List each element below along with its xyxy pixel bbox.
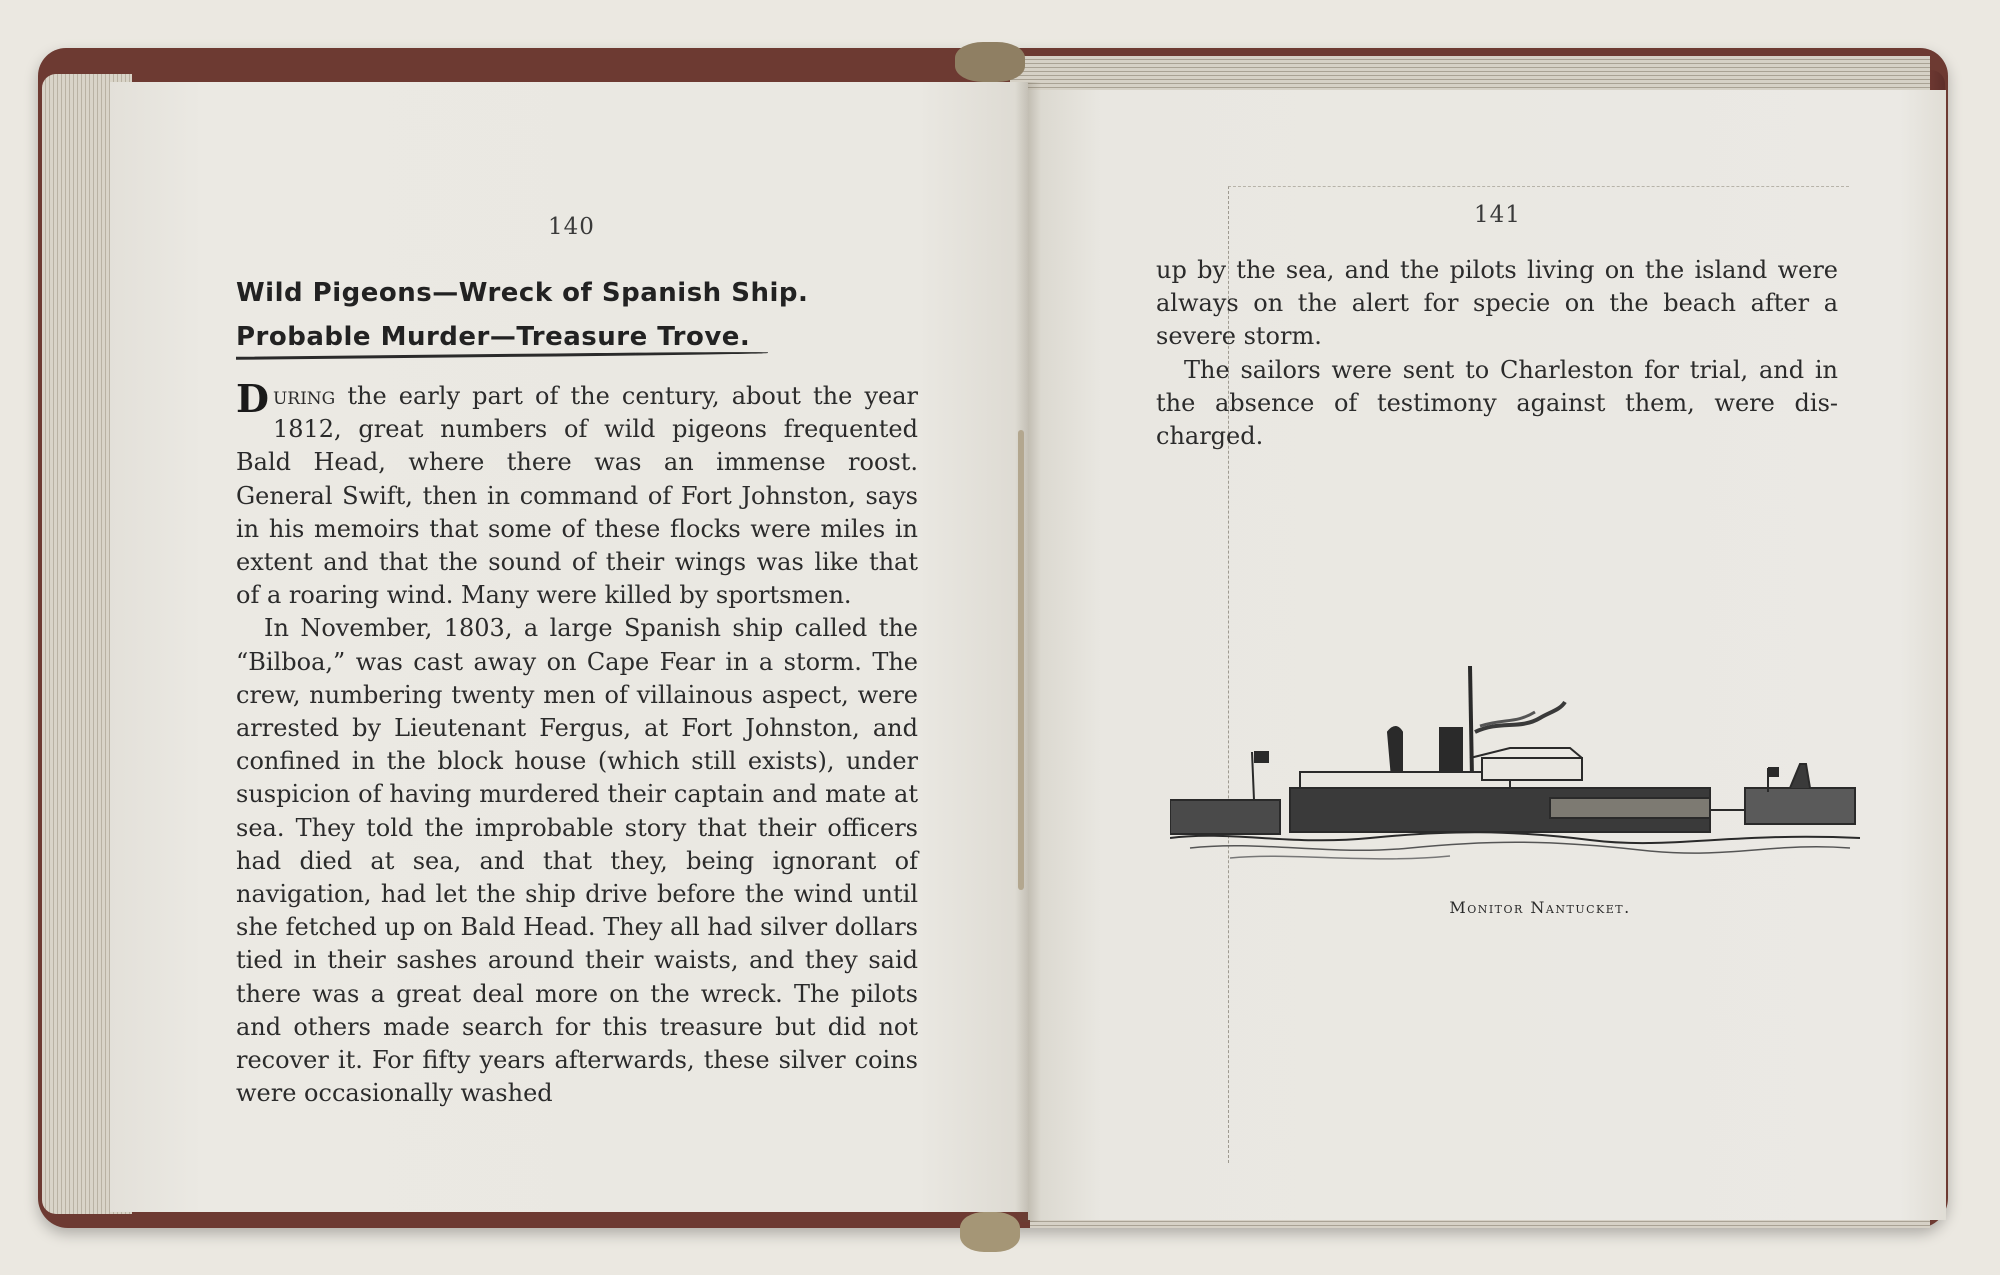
ship-illustration — [1170, 660, 1870, 870]
paragraph-text: the early part of the century, about the year 1812, great numbers of wild pigeons frequented Bald Head, where there was an immense roost. General Swift, then in command of Fort Johnston, says in his memoirs that some of these flocks were miles in extent and that the sound of their wings was like that of a roaring wind. Many were killed by sportsmen. — [236, 382, 918, 610]
paragraph-washed-up: up by the sea, and the pilots living on the island were always on the alert for specie on the beach after a severe storm. — [1156, 256, 1838, 351]
page-number-right: 141 — [1474, 202, 1521, 228]
spine-headband-bottom — [960, 1212, 1020, 1252]
chapter-heading-line2: Probable Murder—Treasure Trove. — [236, 322, 751, 352]
monitor-ship-icon — [1170, 666, 1860, 859]
chapter-heading-line1: Wild Pigeons—Wreck of Spanish Ship. — [236, 278, 809, 308]
paragraph-sailors: The sailors were sent to Charleston for trial, and in the absence of testimony against them, were discharged. — [1156, 355, 1838, 451]
right-page-body — [1156, 254, 1838, 453]
paragraph-spanish-ship: In November, 1803, a large Spanish ship called the “Bilboa,” was cast away on Cape Fear in a storm. The crew, numbering twenty men of villainous aspect, were arrested by Lieutenant Fergus, at Fort Johnston, and confined in the block house (which still exists), under suspicion of having murdered their captain and mate at sea. They told the improbable story that their officers had died at sea, and that they, being ignorant of navigation, had let the ship drive before the wind until she fetched up on Bald Head. They all had silver dollars tied in their sashes around their waists, and they said there was a great deal more on the wreck. The pilots and others made search for this treasure but did not recover it. For fifty years afterwards, these silver coins were occasionally washed — [236, 614, 918, 1108]
smallcaps-lead: uring — [272, 382, 336, 410]
illustration-caption: Monitor Nantucket. — [1449, 898, 1631, 917]
paragraph-pigeons — [236, 376, 918, 612]
page-number-left: 140 — [548, 214, 595, 240]
binding-thread — [1018, 430, 1024, 890]
dropcap: D — [236, 376, 269, 421]
spine-headband-top — [955, 42, 1025, 82]
page-stack-top — [1010, 56, 1930, 92]
left-page-body — [236, 376, 918, 1110]
